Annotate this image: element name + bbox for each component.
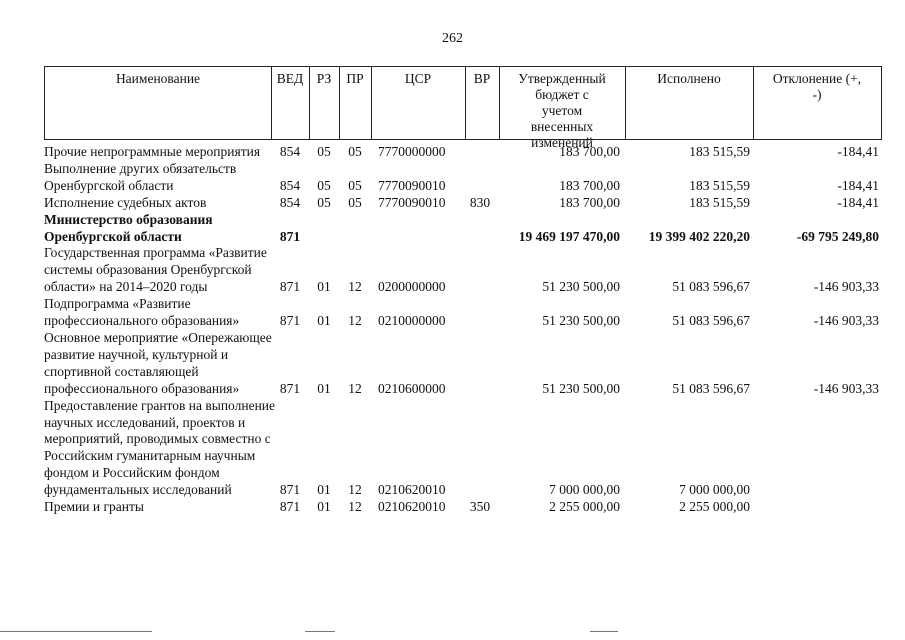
row-done: 2 255 000,00 [679,499,750,515]
row-name: Предоставление грантов на выполнение научных исследований, проектов и мероприятий, проводимых совместно с Российским гуманитарным научным фондом и Российским фондом фундаментальных исследований [44,397,276,498]
row-budget: 183 700,00 [559,177,620,193]
table-row [44,195,882,212]
row-budget: 51 230 500,00 [542,380,620,396]
row-csr: 0210600000 [378,380,446,396]
row-name: Премии и гранты [44,499,144,515]
row-budget: 2 255 000,00 [549,499,620,515]
row-pr: 12 [348,279,362,295]
row-rz: 01 [317,499,331,515]
row-name: Основное мероприятие «Опережающее развитие научной, культурной и спортивной составляющей профессионального образования» [44,329,272,396]
table-row [44,330,882,398]
row-rz: 01 [317,313,331,329]
row-budget: 19 469 197 470,00 [518,228,620,244]
row-vr: 350 [469,499,491,515]
row-budget: 183 700,00 [559,144,620,159]
row-pr: 12 [348,499,362,515]
row-csr: 0210620010 [378,482,446,498]
row-budget: 183 700,00 [559,194,620,210]
row-ved: 871 [279,228,301,244]
row-name: Исполнение судебных актов [44,194,207,210]
row-deviation: -69 795 249,80 [796,228,879,244]
table-row [44,144,882,161]
row-rz: 05 [317,177,331,193]
header-vr: ВР [473,71,491,86]
header-budget: Утвержденный бюджет с учетом внесенных изменений [518,71,606,150]
row-done: 183 515,59 [689,177,750,193]
row-name: Выполнение других обязательств Оренбургской области [44,160,237,193]
row-ved: 871 [279,482,301,498]
row-deviation: -146 903,33 [813,380,879,396]
row-name: Государственная программа «Развитие системы образования Оренбургской области» на 2014–2020 годы [44,245,267,295]
row-pr: 12 [348,313,362,329]
table-row [44,212,882,246]
row-rz: 01 [317,482,331,498]
header-csr: ЦСР [404,71,432,86]
row-budget: 51 230 500,00 [542,279,620,295]
row-name: Подпрограмма «Развитие профессионального образования» [44,296,240,329]
page-number: 262 [442,31,463,46]
row-ved: 854 [279,144,301,159]
header-name: Наименование [115,71,201,86]
header-done: Исполнено [657,71,721,86]
row-ved: 854 [279,177,301,193]
row-ved: 871 [279,499,301,515]
header-pr: ПР [346,71,364,86]
row-csr: 7770090010 [378,194,446,210]
header-deviation: Отклонение (+, -) [772,71,862,102]
row-pr: 12 [348,380,362,396]
table-row [44,161,882,195]
row-pr: 05 [348,194,362,210]
row-name: Министерство образования Оренбургской области [44,211,213,244]
header-ved: ВЕД [276,71,304,86]
table-row [44,245,882,296]
footer-rule [0,631,152,632]
row-csr: 7770090010 [378,177,446,193]
row-pr: 05 [348,144,362,159]
row-csr: 0210620010 [378,499,446,515]
row-deviation: -146 903,33 [813,313,879,329]
table-body [44,144,882,516]
table-row [44,499,882,516]
row-rz: 05 [317,144,331,159]
row-budget: 51 230 500,00 [542,313,620,329]
row-ved: 871 [279,313,301,329]
row-deviation: -184,41 [837,144,879,159]
table-row [44,398,882,499]
row-deviation: -184,41 [837,177,879,193]
row-budget: 7 000 000,00 [549,482,620,498]
row-ved: 871 [279,380,301,396]
row-csr: 7770000000 [378,144,446,159]
row-ved: 871 [279,279,301,295]
row-done: 183 515,59 [689,194,750,210]
row-done: 51 083 596,67 [672,380,750,396]
row-done: 7 000 000,00 [679,482,750,498]
row-done: 51 083 596,67 [672,279,750,295]
row-done: 183 515,59 [689,144,750,159]
row-rz: 05 [317,194,331,210]
row-done: 51 083 596,67 [672,313,750,329]
row-csr: 0200000000 [378,279,446,295]
row-vr: 830 [469,194,491,210]
table-row [44,296,882,330]
row-name: Прочие непрограммные мероприятия [44,144,261,159]
row-deviation: -184,41 [837,194,879,210]
row-done: 19 399 402 220,20 [648,228,750,244]
header-rz: РЗ [316,71,332,86]
footer-rule [590,631,618,632]
row-deviation: -146 903,33 [813,279,879,295]
row-ved: 854 [279,194,301,210]
table-header [44,66,882,150]
footer-rule [305,631,335,632]
row-rz: 01 [317,279,331,295]
row-rz: 01 [317,380,331,396]
row-pr: 05 [348,177,362,193]
row-pr: 12 [348,482,362,498]
row-csr: 0210000000 [378,313,446,329]
